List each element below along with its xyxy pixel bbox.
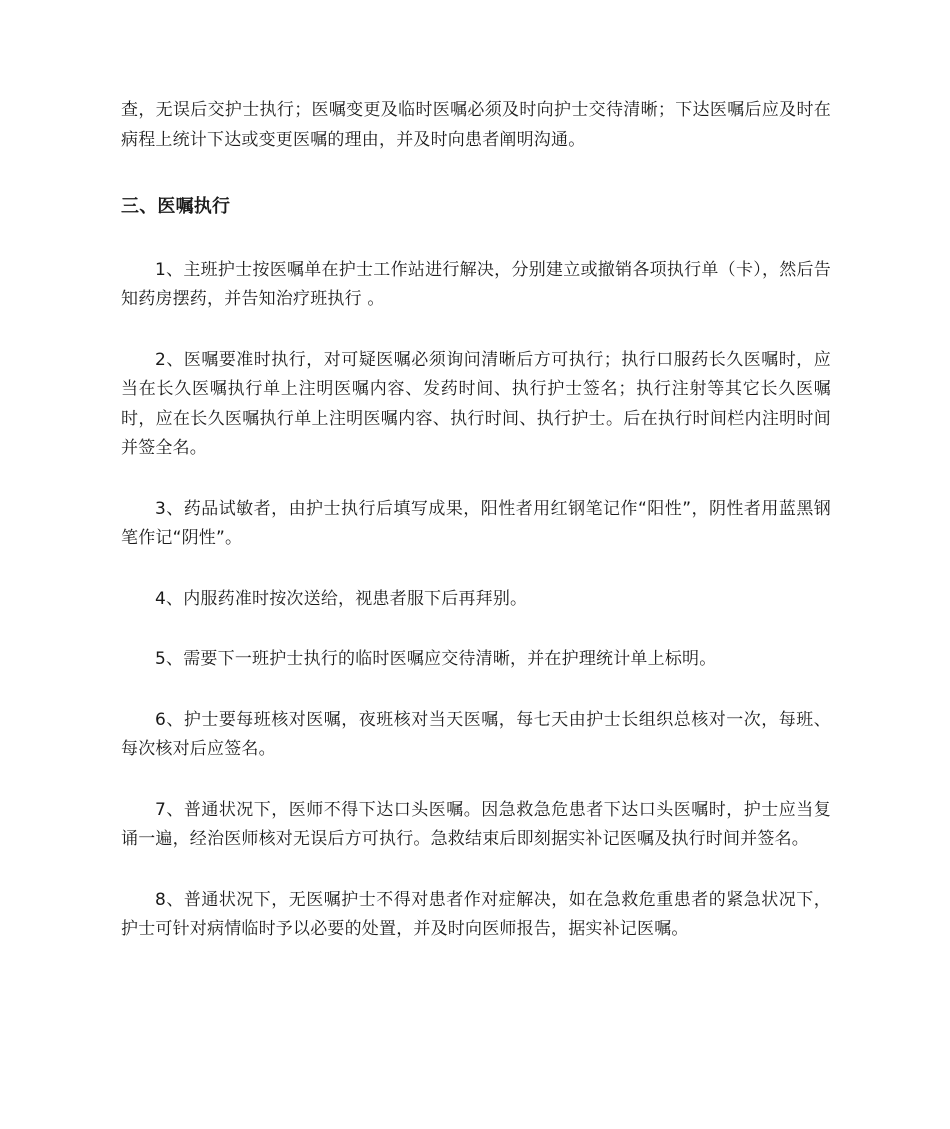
list-item: 5、需要下一班护士执行的临时医嘱应交待清晰，并在护理统计单上标明。	[155, 649, 717, 669]
intro-paragraph: 查，无误后交护士执行；医嘱变更及临时医嘱必须及时向护士交待清晰；下达医嘱后应及时在病程上统计下达或变更医嘱的理由，并及时向患者阐明沟通。	[121, 100, 831, 150]
list-item: 3、药品试敏者，由护士执行后填写成果，阳性者用红钢笔记作“阳性”，阴性者用蓝黑钢笔作记“阴性”。	[121, 498, 831, 548]
list-item: 4、内服药准时按次送给，视患者服下后再拜别。	[155, 588, 528, 609]
list-item: 8、普通状况下，无医嘱护士不得对患者作对症解决，如在急救危重患者的紧急状况下，护士可针对病情临时予以必要的处置，并及时向医师报告，据实补记医嘱。	[121, 889, 831, 939]
list-item: 1、主班护士按医嘱单在护士工作站进行解决，分别建立或撤销各项执行单（卡），然后告知药房摆药，并告知治疗班执行 。	[121, 259, 831, 309]
document-page	[121, 96, 831, 945]
list-item: 6、护士要每班核对医嘱，夜班核对当天医嘱，每七天由护士长组织总核对一次，每班、每次核对后应签名。	[121, 709, 831, 759]
section-heading: 三、医嘱执行	[121, 196, 231, 217]
list-item: 2、医嘱要准时执行，对可疑医嘱必须询问清晰后方可执行；执行口服药长久医嘱时，应当在长久医嘱执行单上注明医嘱内容、发药时间、执行护士签名；执行注射等其它长久医嘱时，应在长久医嘱执行单上注明医嘱内容、执行时间、执行护士。后在执行时间栏内注明时间并签全名。	[121, 349, 831, 458]
list-item: 7、普通状况下，医师不得下达口头医嘱。因急救急危患者下达口头医嘱时，护士应当复诵一遍，经治医师核对无误后方可执行。急救结束后即刻据实补记医嘱及执行时间并签名。	[121, 799, 831, 849]
